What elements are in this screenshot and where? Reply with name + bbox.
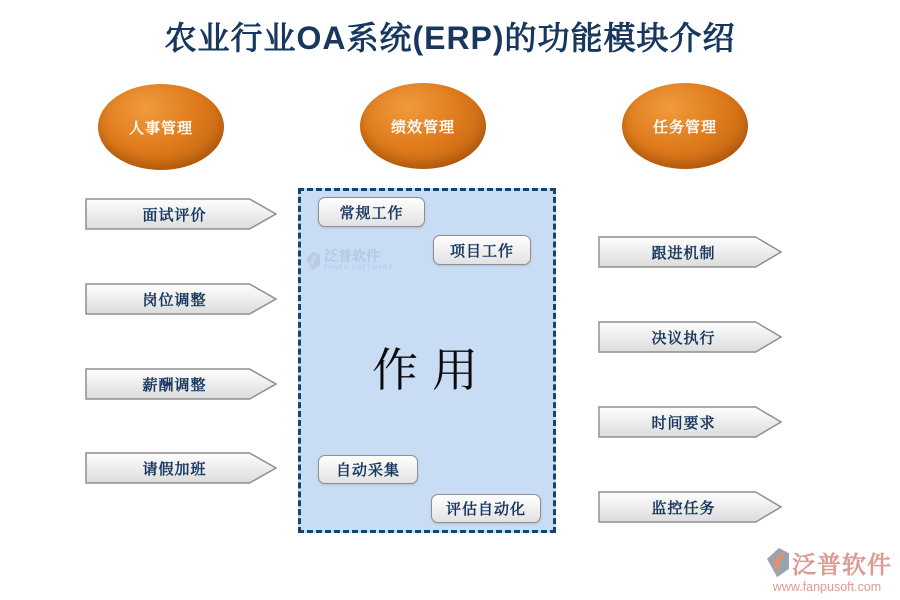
watermark-text: 泛普软件 <box>324 248 380 264</box>
watermark-subtext: FANPU SOFTWARE <box>324 265 394 271</box>
page-title: 农业行业OA系统(ERP)的功能模块介绍 <box>164 20 736 56</box>
center-function-box <box>298 188 556 533</box>
arrow-label: 跟进机制 <box>651 244 716 262</box>
button-project-work: 项目工作 <box>433 235 531 265</box>
arrow-position-adjustment <box>85 283 278 315</box>
brand-name: 泛普软件 <box>792 552 892 579</box>
button-auto-collection: 自动采集 <box>318 455 418 484</box>
arrow-task-monitoring <box>598 491 783 523</box>
brand-logo-icon <box>766 547 790 578</box>
arrow-label: 岗位调整 <box>142 291 207 309</box>
arrow-time-requirement <box>598 406 783 438</box>
arrow-interview-evaluation <box>85 198 278 230</box>
ellipse-task-management <box>622 83 748 169</box>
ellipse-label: 任务管理 <box>652 118 717 136</box>
arrow-label: 请假加班 <box>142 460 207 478</box>
arrow-label: 薪酬调整 <box>142 376 207 394</box>
footer-brand <box>762 545 892 594</box>
arrow-label: 面试评价 <box>142 206 207 224</box>
arrow-label: 监控任务 <box>651 499 716 517</box>
ellipse-performance-management <box>360 83 486 169</box>
arrow-leave-overtime <box>85 452 278 484</box>
brand-url: www.fanpusoft.com <box>772 580 882 594</box>
watermark-logo-icon <box>305 251 321 271</box>
ellipse-label: 绩效管理 <box>390 118 455 136</box>
arrow-label: 决议执行 <box>651 329 716 347</box>
button-evaluation-automation: 评估自动化 <box>431 494 541 523</box>
ellipse-label: 人事管理 <box>128 119 193 137</box>
arrow-resolution-execution <box>598 321 783 353</box>
arrow-salary-adjustment <box>85 368 278 400</box>
arrow-label: 时间要求 <box>651 414 716 432</box>
watermark <box>305 249 393 271</box>
ellipse-hr-management <box>98 84 224 170</box>
center-label: 作用 <box>372 343 492 397</box>
arrow-follow-up-mechanism <box>598 236 783 268</box>
button-regular-work: 常规工作 <box>318 197 425 227</box>
